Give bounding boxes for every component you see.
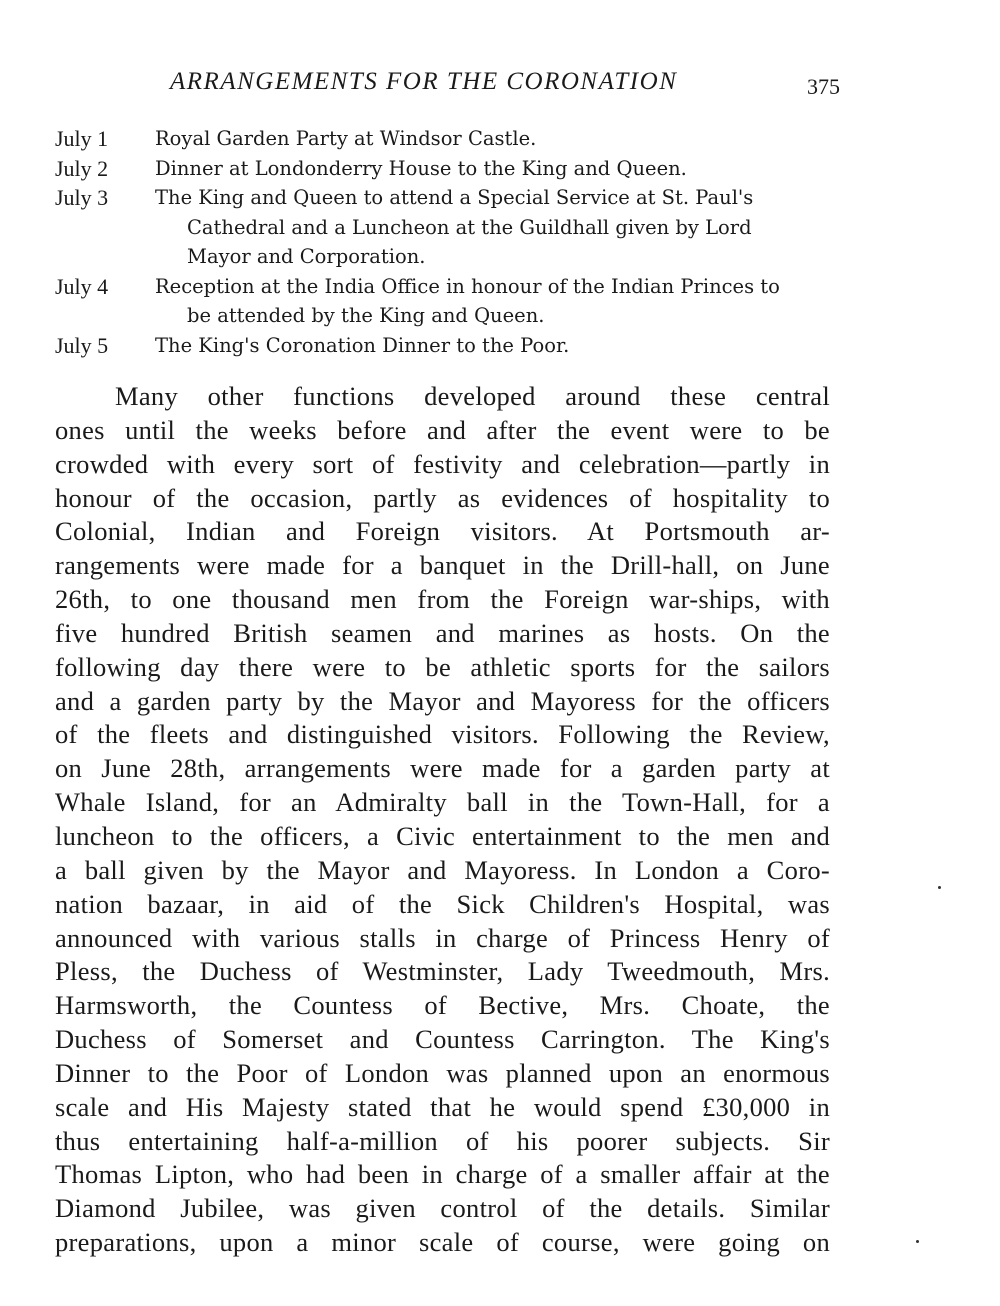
- schedule-entry: [55, 331, 835, 361]
- schedule-event-line: Cathedral and a Luncheon at the Guildhall given by Lord: [187, 215, 752, 239]
- paragraph-line: Many other functions developed around these central: [115, 381, 830, 411]
- scan-speck: [916, 1240, 919, 1243]
- schedule-event-line: Mayor and Corporation.: [187, 245, 426, 268]
- paragraph-line: Pless, the Duchess of Westminster, Lady Tweedmouth, Mrs.: [55, 956, 830, 987]
- paragraph-line: preparations, upon a minor scale of course, were going on: [55, 1227, 830, 1258]
- schedule-date: July 5: [55, 332, 109, 358]
- schedule-date: July 2: [55, 155, 109, 181]
- schedule-event: [155, 124, 835, 154]
- paragraph-line: Colonial, Indian and Foreign visitors. At Portsmouth ar-: [55, 516, 830, 547]
- schedule-event: [155, 331, 835, 361]
- paragraph-line: Diamond Jubilee, was given control of the details. Similar: [55, 1193, 830, 1224]
- paragraph-line: thus entertaining half-a-million of his poorer subjects. Sir: [55, 1125, 830, 1156]
- paragraph-line: of the fleets and distinguished visitors. Following the Review,: [55, 719, 830, 750]
- schedule-entry: [55, 272, 835, 331]
- paragraph-line: five hundred British seamen and marines as hosts. On the: [55, 617, 830, 648]
- paragraph-line: Dinner to the Poor of London was planned upon an enormous: [55, 1057, 830, 1088]
- schedule-event: [155, 183, 835, 272]
- coronation-schedule: [55, 124, 835, 360]
- paragraph-line: announced with various stalls in charge of Princess Henry of: [55, 922, 830, 953]
- page-number: 375: [807, 74, 840, 99]
- paragraph-line: Whale Island, for an Admiralty ball in the Town-Hall, for a: [55, 787, 830, 818]
- scan-speck: [938, 886, 941, 889]
- paragraph-line: rangements were made for a banquet in the Drill-hall, on June: [55, 550, 830, 581]
- schedule-entry: [55, 154, 835, 184]
- paragraph-line: following day there were to be athletic sports for the sailors: [55, 651, 830, 682]
- paragraph-line: scale and His Majesty stated that he would spend £30,000 in: [55, 1091, 830, 1122]
- paragraph-line: nation bazaar, in aid of the Sick Children's Hospital, was: [55, 888, 830, 919]
- schedule-event-line: be attended by the King and Queen.: [187, 304, 545, 327]
- schedule-event-line: Dinner at Londonderry House to the King and Queen.: [155, 156, 687, 180]
- paragraph-line: on June 28th, arrangements were made for a garden party at: [55, 753, 830, 784]
- paragraph-line: ones until the weeks before and after the event were to be: [55, 414, 830, 445]
- schedule-event-line: The King and Queen to attend a Special Service at St. Paul's: [155, 186, 754, 209]
- paragraph-line: luncheon to the officers, a Civic entertainment to the men and: [55, 820, 830, 851]
- paragraph-line: a ball given by the Mayor and Mayoress. In London a Coro-: [55, 854, 830, 885]
- paragraph-line: and a garden party by the Mayor and Mayoress for the officers: [55, 685, 830, 716]
- schedule-event-line: The King's Coronation Dinner to the Poor.: [155, 333, 570, 357]
- body-paragraph: [55, 380, 830, 1260]
- schedule-date: July 1: [55, 126, 109, 151]
- schedule-date: July 4: [55, 273, 109, 299]
- schedule-event: [155, 272, 835, 331]
- schedule-entry: [55, 124, 835, 154]
- schedule-event: [155, 154, 835, 184]
- running-title: ARRANGEMENTS FOR THE CORONATION: [170, 68, 678, 95]
- paragraph-line: 26th, to one thousand men from the Foreign war-ships, with: [55, 584, 830, 615]
- paragraph-line: honour of the occasion, partly as evidences of hospitality to: [55, 482, 830, 513]
- schedule-date: July 3: [55, 185, 109, 210]
- schedule-event-line: Reception at the India Office in honour of the Indian Princes to: [155, 274, 780, 298]
- paragraph-line: Thomas Lipton, who had been in charge of a smaller affair at the: [55, 1159, 830, 1190]
- schedule-entry: [55, 183, 835, 272]
- paragraph-line: crowded with every sort of festivity and celebration—partly in: [55, 448, 830, 479]
- paragraph-line: Duchess of Somerset and Countess Carrington. The King's: [55, 1024, 830, 1055]
- paragraph-line: Harmsworth, the Countess of Bective, Mrs. Choate, the: [55, 990, 830, 1021]
- schedule-event-line: Royal Garden Party at Windsor Castle.: [155, 127, 537, 150]
- page-header: [60, 68, 840, 108]
